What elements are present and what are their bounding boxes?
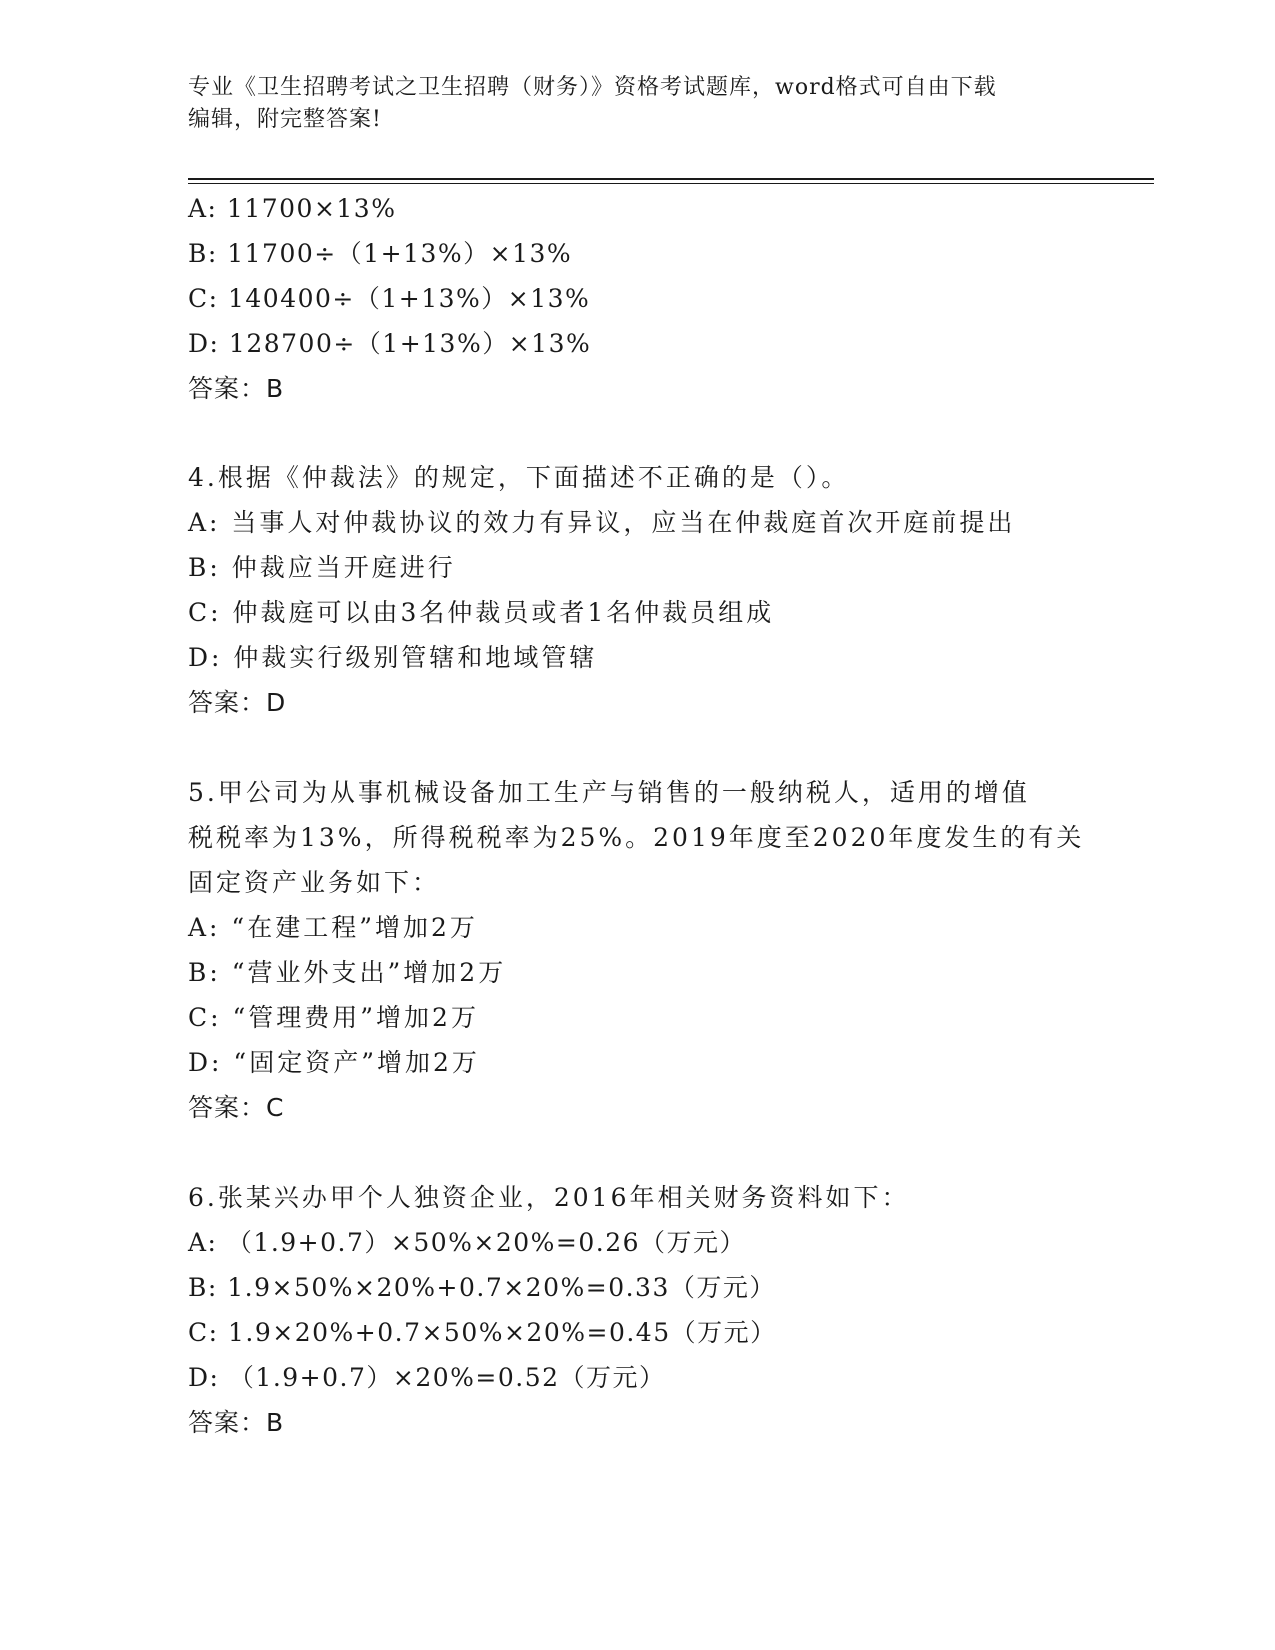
q6-option-d: D: （1.9+0.7）×20%=0.52（万元） [188, 1363, 666, 1392]
q6-answer: 答案：B [188, 1408, 285, 1437]
q4-option-c: C: 仲裁庭可以由3名仲裁员或者1名仲裁员组成 [188, 598, 775, 627]
q5-option-b: B: “营业外支出”增加2万 [188, 958, 507, 987]
q4-option-b: B: 仲裁应当开庭进行 [188, 553, 456, 582]
q3-option-a: A: 11700×13% [188, 194, 397, 223]
header-divider-thin [188, 183, 1154, 184]
q5-option-d: D: “固定资产”增加2万 [188, 1048, 480, 1077]
q4-option-d: D: 仲裁实行级别管辖和地域管辖 [188, 643, 598, 672]
header-line-2: 编辑，附完整答案! [188, 107, 382, 132]
q3-option-c: C: 140400÷（1+13%）×13% [188, 284, 591, 313]
q5-stem-line-1: 5.甲公司为从事机械设备加工生产与销售的一般纳税人，适用的增值 [188, 778, 1030, 807]
q6-stem: 6.张某兴办甲个人独资企业，2016年相关财务资料如下： [188, 1183, 910, 1212]
document-header [188, 72, 1088, 136]
q4-stem: 4.根据《仲裁法》的规定，下面描述不正确的是（）。 [188, 463, 850, 492]
q5-option-a: A: “在建工程”增加2万 [188, 913, 478, 942]
q5-option-c: C: “管理费用”增加2万 [188, 1003, 479, 1032]
q6-option-c: C: 1.9×20%+0.7×50%×20%=0.45（万元） [188, 1318, 777, 1347]
q4-answer: 答案：D [188, 688, 287, 717]
header-divider-thick [188, 178, 1154, 180]
q6-option-a: A: （1.9+0.7）×50%×20%=0.26（万元） [188, 1228, 747, 1257]
q4-option-a: A: 当事人对仲裁协议的效力有异议，应当在仲裁庭首次开庭前提出 [188, 508, 1016, 537]
q5-stem-line-2: 税税率为13%，所得税税率为25%。2019年度至2020年度发生的有关 [188, 823, 1085, 852]
q5-stem-line-3: 固定资产业务如下： [188, 868, 441, 897]
q3-option-b: B: 11700÷（1+13%）×13% [188, 239, 573, 268]
q5-answer: 答案：C [188, 1093, 285, 1122]
q6-option-b: B: 1.9×50%×20%+0.7×20%=0.33（万元） [188, 1273, 776, 1302]
q3-answer: 答案：B [188, 374, 285, 403]
q3-option-d: D: 128700÷（1+13%）×13% [188, 329, 592, 358]
header-line-1: 专业《卫生招聘考试之卫生招聘（财务）》资格考试题库，word格式可自由下载 [188, 75, 997, 100]
